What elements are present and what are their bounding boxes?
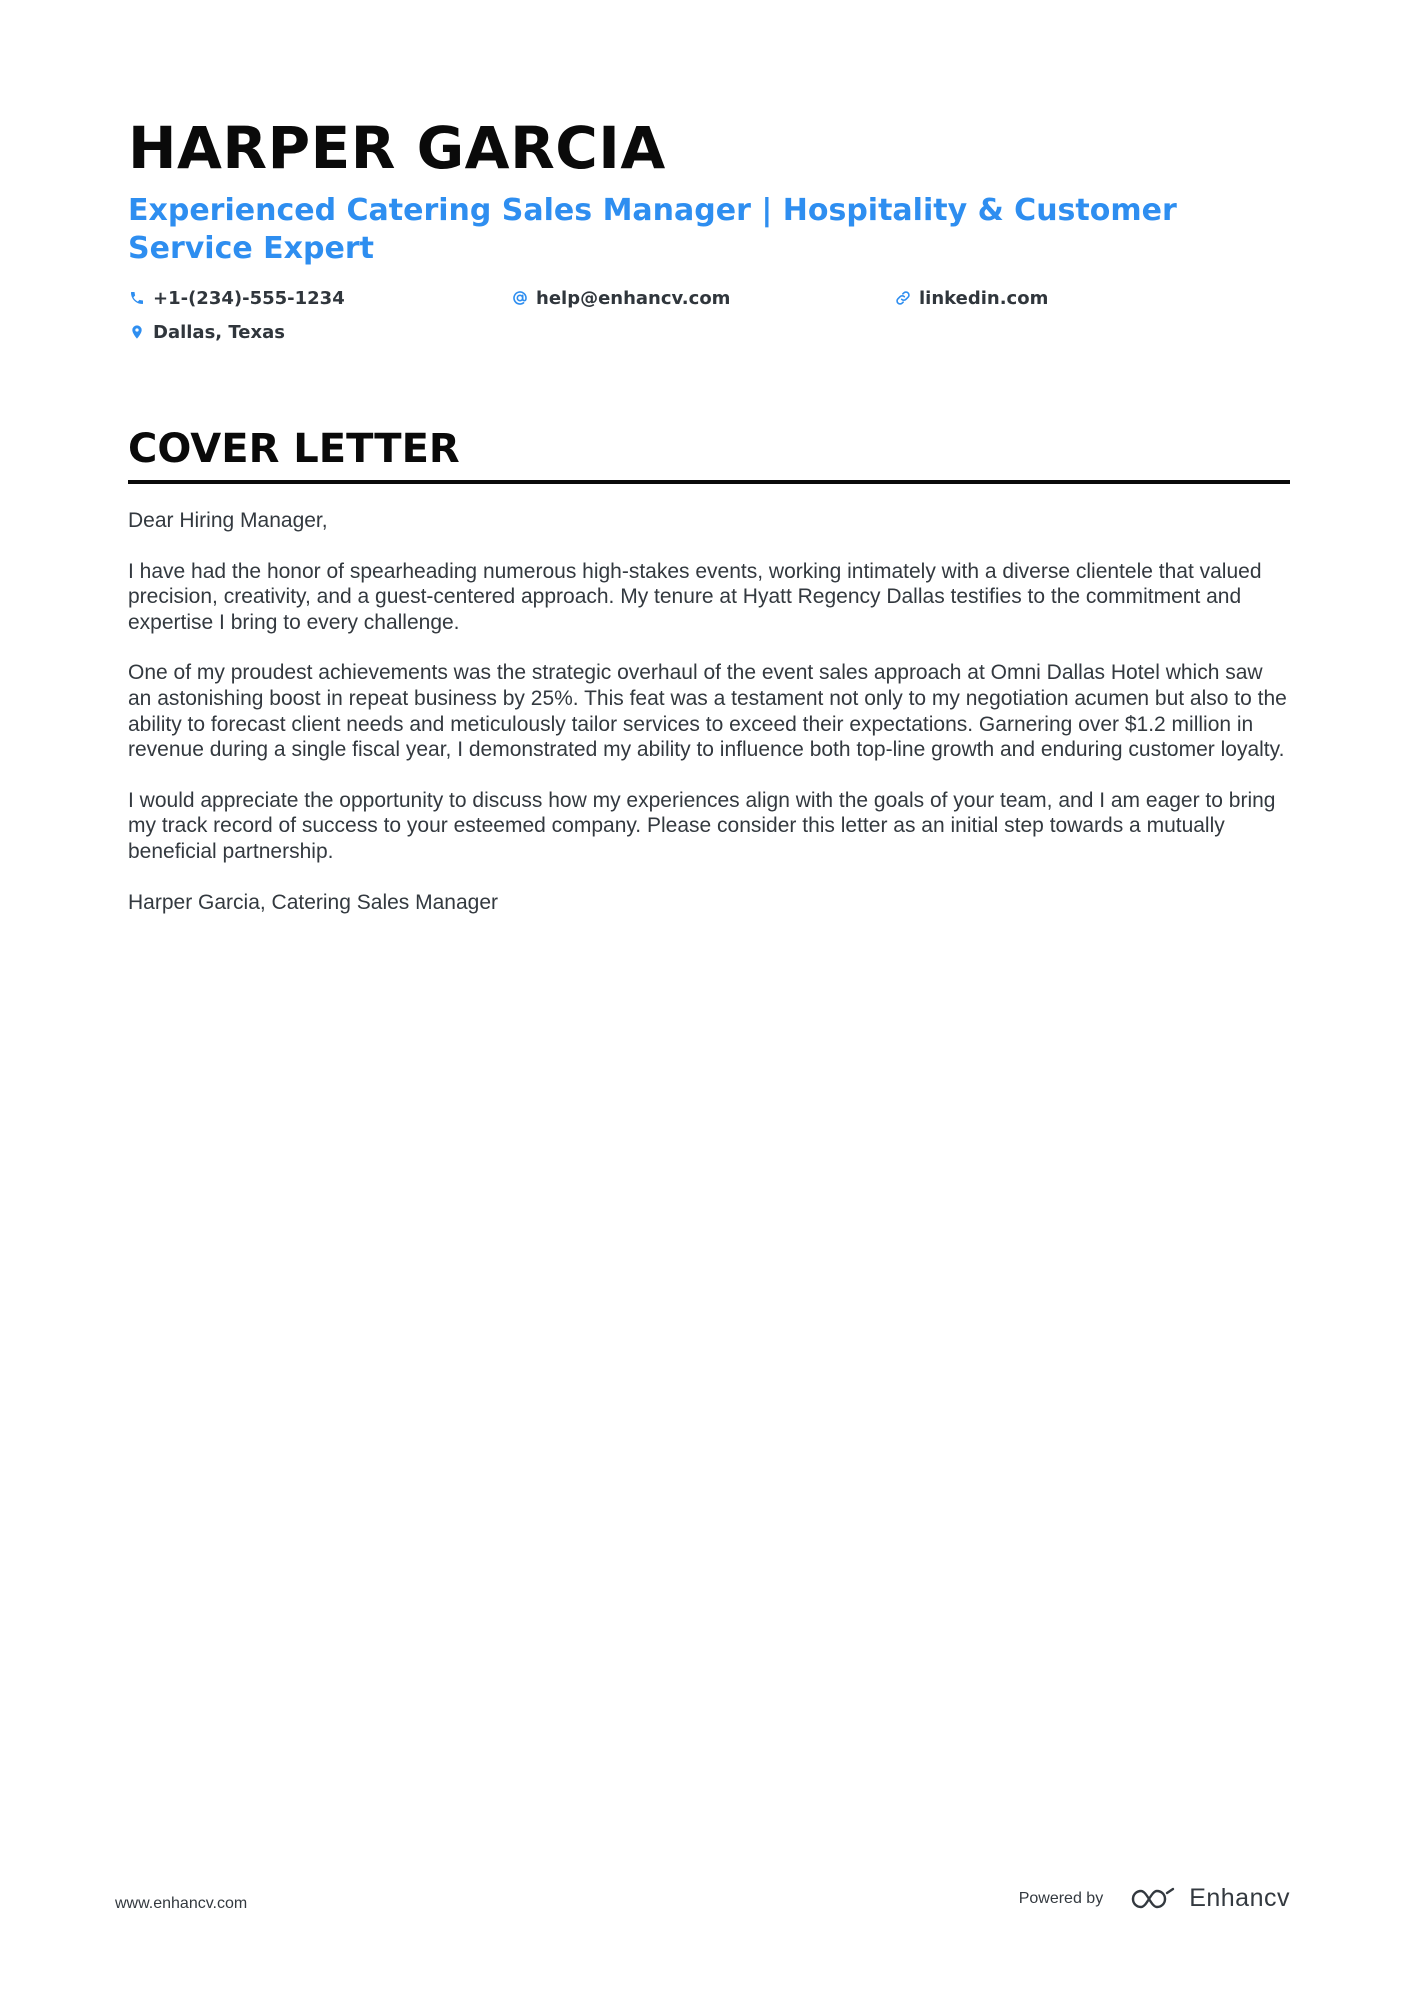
cover-letter-section xyxy=(128,424,1290,940)
contact-info xyxy=(128,286,1288,344)
linkedin-link[interactable]: linkedin.com xyxy=(919,287,1049,309)
letter-signature: Harper Garcia, Catering Sales Manager xyxy=(128,890,499,914)
footer-branding xyxy=(1019,1884,1290,1913)
powered-by-label: Powered by xyxy=(1018,1889,1104,1907)
candidate-tagline: Experienced Catering Sales Manager | Hospitality & Customer Service Expert xyxy=(128,193,1177,266)
link-icon xyxy=(894,289,912,307)
letter-paragraph: One of my proudest achievements was the strategic overhaul of the event sales approach at Omni Dallas Hotel which saw an astonishing boost in repeat business by 25%. This feat was a testament not only to my negotiation acumen but also to the ability to forecast client needs and meticulously tailor services to exceed their expectations. Garnering over $1.2 million in revenue during a single fiscal year, I demonstrated my ability to influence both top-line growth and enduring customer loyalty. xyxy=(128,661,1287,762)
contact-location xyxy=(128,320,511,344)
section-divider xyxy=(128,480,1290,484)
enhancv-logo-icon xyxy=(1129,1885,1177,1913)
contact-phone xyxy=(128,286,511,310)
letter-paragraph: I have had the honor of spearheading numerous high-stakes events, working intimately with a diverse clientele that valued precision, creativity, and a guest-centered approach. My tenure at Hyatt Regency Dallas testifies to the commitment and expertise I bring to every challenge. xyxy=(128,559,1262,634)
letter-greeting: Dear Hiring Manager, xyxy=(128,509,328,532)
letter-body xyxy=(128,508,1290,915)
candidate-name: HARPER GARCIA xyxy=(128,114,666,182)
header xyxy=(128,112,1288,344)
email-address[interactable]: help@enhancv.com xyxy=(536,287,731,309)
contact-linkedin xyxy=(894,286,1277,310)
at-icon xyxy=(511,289,529,307)
section-title: COVER LETTER xyxy=(128,426,460,472)
brand-name: Enhancv xyxy=(1189,1884,1290,1912)
phone-icon xyxy=(128,289,146,307)
letter-paragraph: I would appreciate the opportunity to discuss how my experiences align with the goals of your team, and I am eager to bring my track record of success to your esteemed company. Please consider this letter as an initial step towards a mutually beneficial partnership. xyxy=(128,788,1276,863)
location-text: Dallas, Texas xyxy=(153,321,285,343)
location-pin-icon xyxy=(128,323,146,341)
footer-website[interactable]: www.enhancv.com xyxy=(115,1895,248,1912)
phone-number[interactable]: +1-(234)-555-1234 xyxy=(153,287,345,309)
contact-email xyxy=(511,286,894,310)
